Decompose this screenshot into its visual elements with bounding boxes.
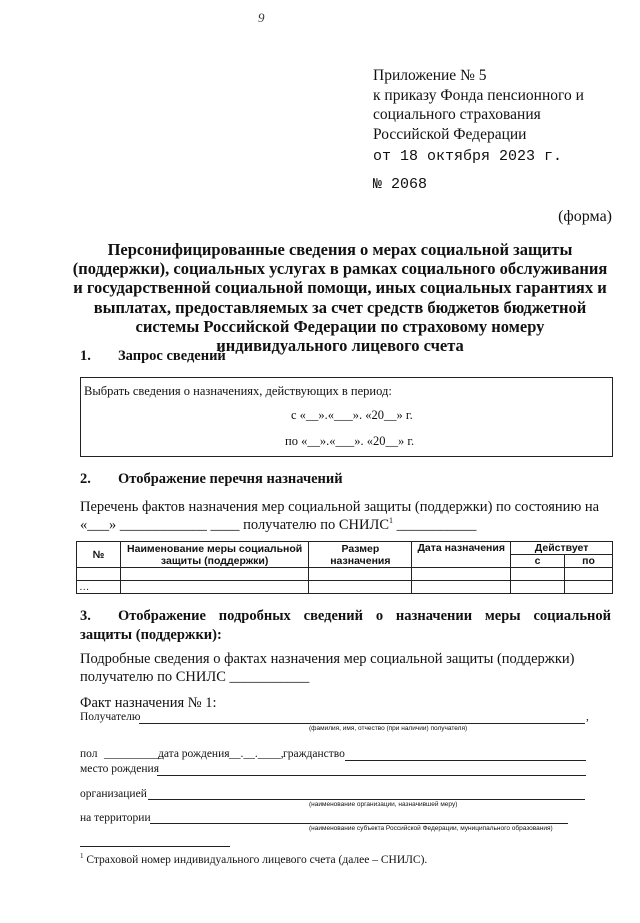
footnote-text: Страховой номер индивидуального лицевого счета (далее – СНИЛС). (83, 853, 428, 866)
table-cell (565, 568, 613, 581)
col-header-date: Дата назначения (412, 542, 511, 568)
document-title: Персонифицированные сведения о мерах социальной защиты (поддержки), социальных услугах в рамках социального обслуживания и государственной социальной помощи, иных социальных гарантиях и выплатах, предоставляемых за счет средств бюджетов бюджетной системы Российской Федерации по страховому номеру индивидуального лицевого счета (72, 240, 608, 356)
footnote-ref: 1 (389, 516, 394, 525)
recipient-hint: (фамилия, имя, отчество (при наличии) получателя) (309, 725, 468, 732)
col-header-to: по (565, 555, 613, 568)
form-label: (форма) (558, 208, 612, 225)
assignments-table (76, 541, 613, 594)
birthplace-field[interactable] (157, 775, 586, 776)
territory-field[interactable] (150, 823, 568, 824)
table-cell (77, 568, 121, 581)
gender-label: пол (80, 748, 98, 760)
territory-label: на территории (80, 812, 151, 824)
recipient-field[interactable] (139, 723, 585, 724)
table-cell: … (77, 581, 121, 594)
footnote-separator (80, 846, 230, 847)
section-3-text: Подробные сведения о фактах назначения мер социальной защиты (поддержки) получателю по СНИЛС ___________ (80, 651, 575, 685)
section-2-text-line-1: Перечень фактов назначения мер социальной защиты (поддержки) по состоянию на (80, 499, 600, 515)
footnote-number: 1 (80, 852, 84, 860)
appendix-line-2: к приказу Фонда пенсионного и (373, 86, 584, 104)
table-cell (120, 581, 309, 594)
col-header-from: с (511, 555, 565, 568)
section-2-number: 2. (80, 471, 91, 487)
organization-hint: (наименование организации, назначившей меру) (309, 801, 458, 808)
birth-date-label: дата рождения (158, 748, 230, 760)
snils-blank[interactable]: ___________ (393, 516, 477, 533)
territory-hint: (наименование субъекта Российской Федерации, муниципального образования) (309, 825, 553, 832)
period-request-box (80, 377, 613, 457)
appendix-line-3: социального страхования (373, 106, 541, 123)
table-cell (565, 581, 613, 594)
table-row (77, 568, 613, 581)
recipient-label: Получателю (80, 711, 141, 723)
section-1-number: 1. (80, 348, 91, 364)
section-2-text-line-2-a: «___» ____________ ____ получателю по СНИЛС (80, 516, 390, 533)
section-1-title: Запрос сведений (118, 348, 226, 364)
table-cell (412, 568, 511, 581)
citizenship-field[interactable] (345, 760, 586, 761)
fact-label: Факт назначения № 1: (80, 695, 217, 711)
comma: , (586, 711, 589, 723)
table-cell (120, 568, 309, 581)
section-3-number: 3. (80, 608, 91, 624)
section-2-title: Отображение перечня назначений (118, 471, 343, 487)
period-from[interactable]: с «__».«___». «20__» г. (291, 408, 413, 422)
col-header-active: Действует (511, 542, 613, 555)
section-3-title: Отображение подробных сведений о назначении меры социальной защиты (поддержки): (80, 608, 611, 643)
col-header-num: № (77, 542, 121, 568)
appendix-line-1: Приложение № 5 (373, 67, 487, 84)
section-3-heading (80, 607, 611, 645)
citizenship-label: гражданство (283, 748, 345, 760)
appendix-line-4: Российской Федерации (373, 125, 527, 143)
period-to[interactable]: по «__».«___». «20__» г. (285, 434, 415, 448)
page-mark: 9 (258, 10, 265, 25)
table-row (77, 581, 613, 594)
table-cell (511, 568, 565, 581)
table-cell (309, 568, 412, 581)
col-header-size: Размер назначения (309, 542, 412, 568)
organization-label: организацией (80, 788, 147, 800)
order-date: от 18 октября 2023 г. (373, 148, 563, 165)
organization-field[interactable] (148, 799, 585, 800)
table-cell (412, 581, 511, 594)
period-label: Выбрать сведения о назначениях, действующих в период: (84, 384, 392, 398)
section-2-text-line-2 (80, 516, 476, 534)
order-number: № 2068 (373, 176, 428, 193)
table-cell (511, 581, 565, 594)
table-cell (309, 581, 412, 594)
col-header-name: Наименование меры социальной защиты (поддержки) (120, 542, 309, 568)
footnote (80, 852, 427, 866)
gender-field[interactable]: __________, (104, 748, 165, 760)
table-header-row (77, 542, 613, 555)
birth-date-field[interactable]: __.__.____, (229, 748, 284, 760)
birthplace-label: место рождения (80, 763, 159, 775)
